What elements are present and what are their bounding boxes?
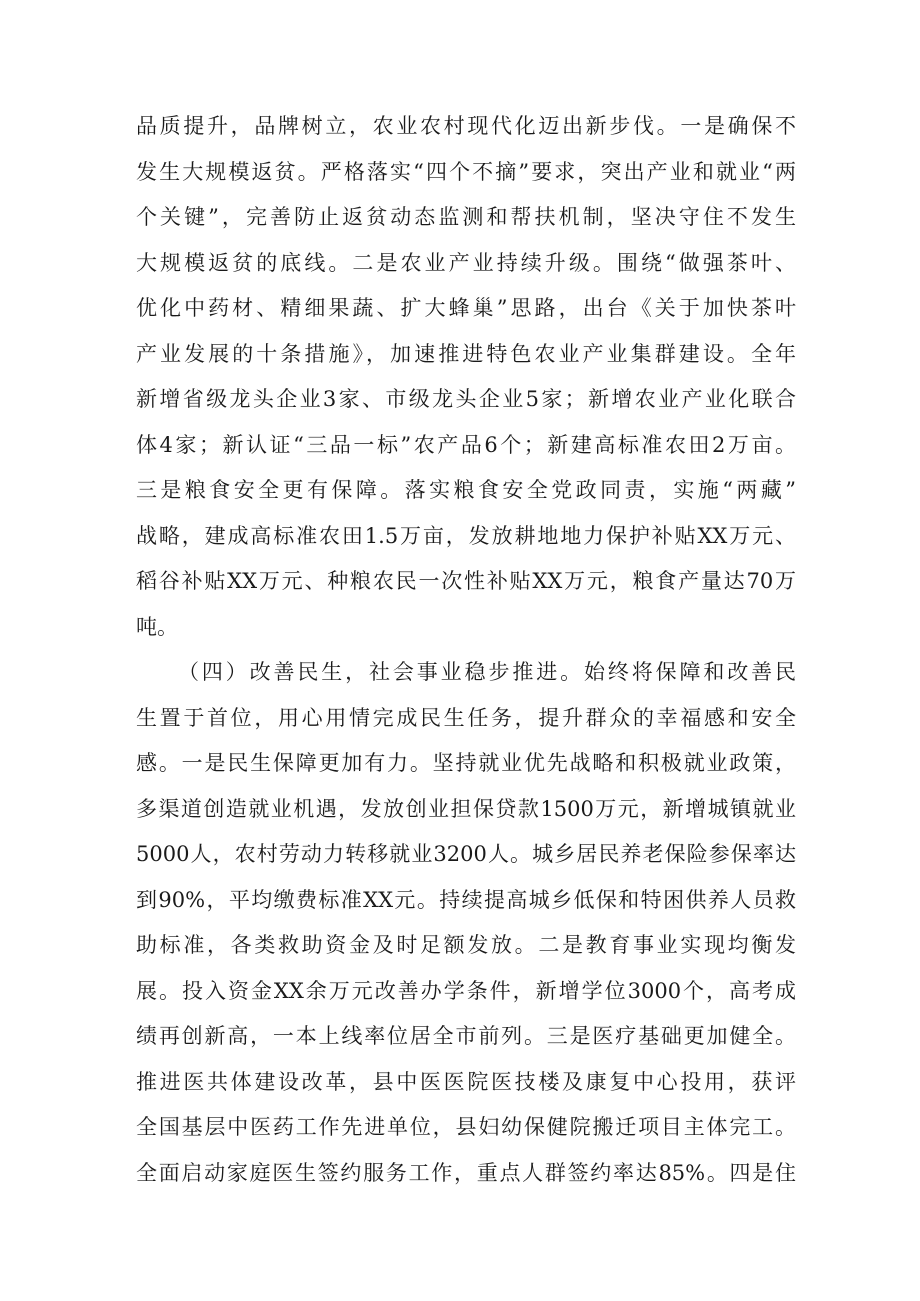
- text-line: 个关键”，完善防止返贫动态监测和帮扶机制，坚决守住不发生: [136, 205, 796, 229]
- body-text: [136, 104, 796, 1196]
- text-line: 展。投入资金XX余万元改善办学条件，新增学位3000个，高考成: [136, 978, 796, 1003]
- text-line: 新增省级龙头企业3家、市级龙头企业5家；新增农业产业化联合: [136, 387, 796, 411]
- text-line: 产业发展的十条措施》，加速推进特色农业产业集群建设。全年: [136, 341, 796, 366]
- text-line: 吨。: [136, 614, 178, 639]
- text-line: 生置于首位，用心用情完成民生任务，提升群众的幸福感和安全: [136, 705, 796, 730]
- text-line: 到90%，平均缴费标准XX元。持续提高城乡低保和特困供养人员救: [136, 887, 796, 912]
- text-line: 发生大规模返贫。严格落实“四个不摘”要求，突出产业和就业“两: [136, 159, 796, 184]
- text-line: 全面启动家庭医生签约服务工作，重点人群签约率达85%。四是住: [136, 1160, 796, 1185]
- text-line: 全国基层中医药工作先进单位，县妇幼保健院搬迁项目主体完工。: [136, 1115, 796, 1139]
- text-line: 三是粮食安全更有保障。落实粮食安全党政同责，实施“两藏”: [136, 478, 796, 502]
- text-line: 大规模返贫的底线。二是农业产业持续升级。围绕“做强茶叶、: [136, 250, 796, 275]
- text-line: 稻谷补贴XX万元、种粮农民一次性补贴XX万元，粮食产量达70万: [136, 569, 796, 593]
- text-line: 战略，建成高标准农田1.5万亩，发放耕地地力保护补贴XX万元、: [136, 523, 796, 548]
- text-line: 助标准，各类救助资金及时足额发放。二是教育事业实现均衡发: [136, 933, 796, 957]
- text-line: 推进医共体建设改革，县中医医院医技楼及康复中心投用，获评: [136, 1069, 796, 1094]
- text-line: （四）改善民生，社会事业稳步推进。始终将保障和改善民: [178, 660, 796, 684]
- text-line: 绩再创新高，一本上线率位居全市前列。三是医疗基础更加健全。: [136, 1024, 796, 1048]
- text-line: 体4家；新认证“三品一标”农产品6个；新建高标准农田2万亩。: [136, 432, 796, 457]
- text-line: 多渠道创造就业机遇，发放创业担保贷款1500万元，新增城镇就业: [136, 796, 796, 821]
- text-line: 优化中药材、精细果蔬、扩大蜂巢”思路，出台《关于加快茶叶: [136, 296, 796, 320]
- text-line: 感。一是民生保障更加有力。坚持就业优先战略和积极就业政策，: [136, 751, 796, 775]
- text-line: 品质提升，品牌树立，农业农村现代化迈出新步伐。一是确保不: [136, 114, 796, 138]
- text-line: 5000人，农村劳动力转移就业3200人。城乡居民养老保险参保率达: [136, 842, 796, 866]
